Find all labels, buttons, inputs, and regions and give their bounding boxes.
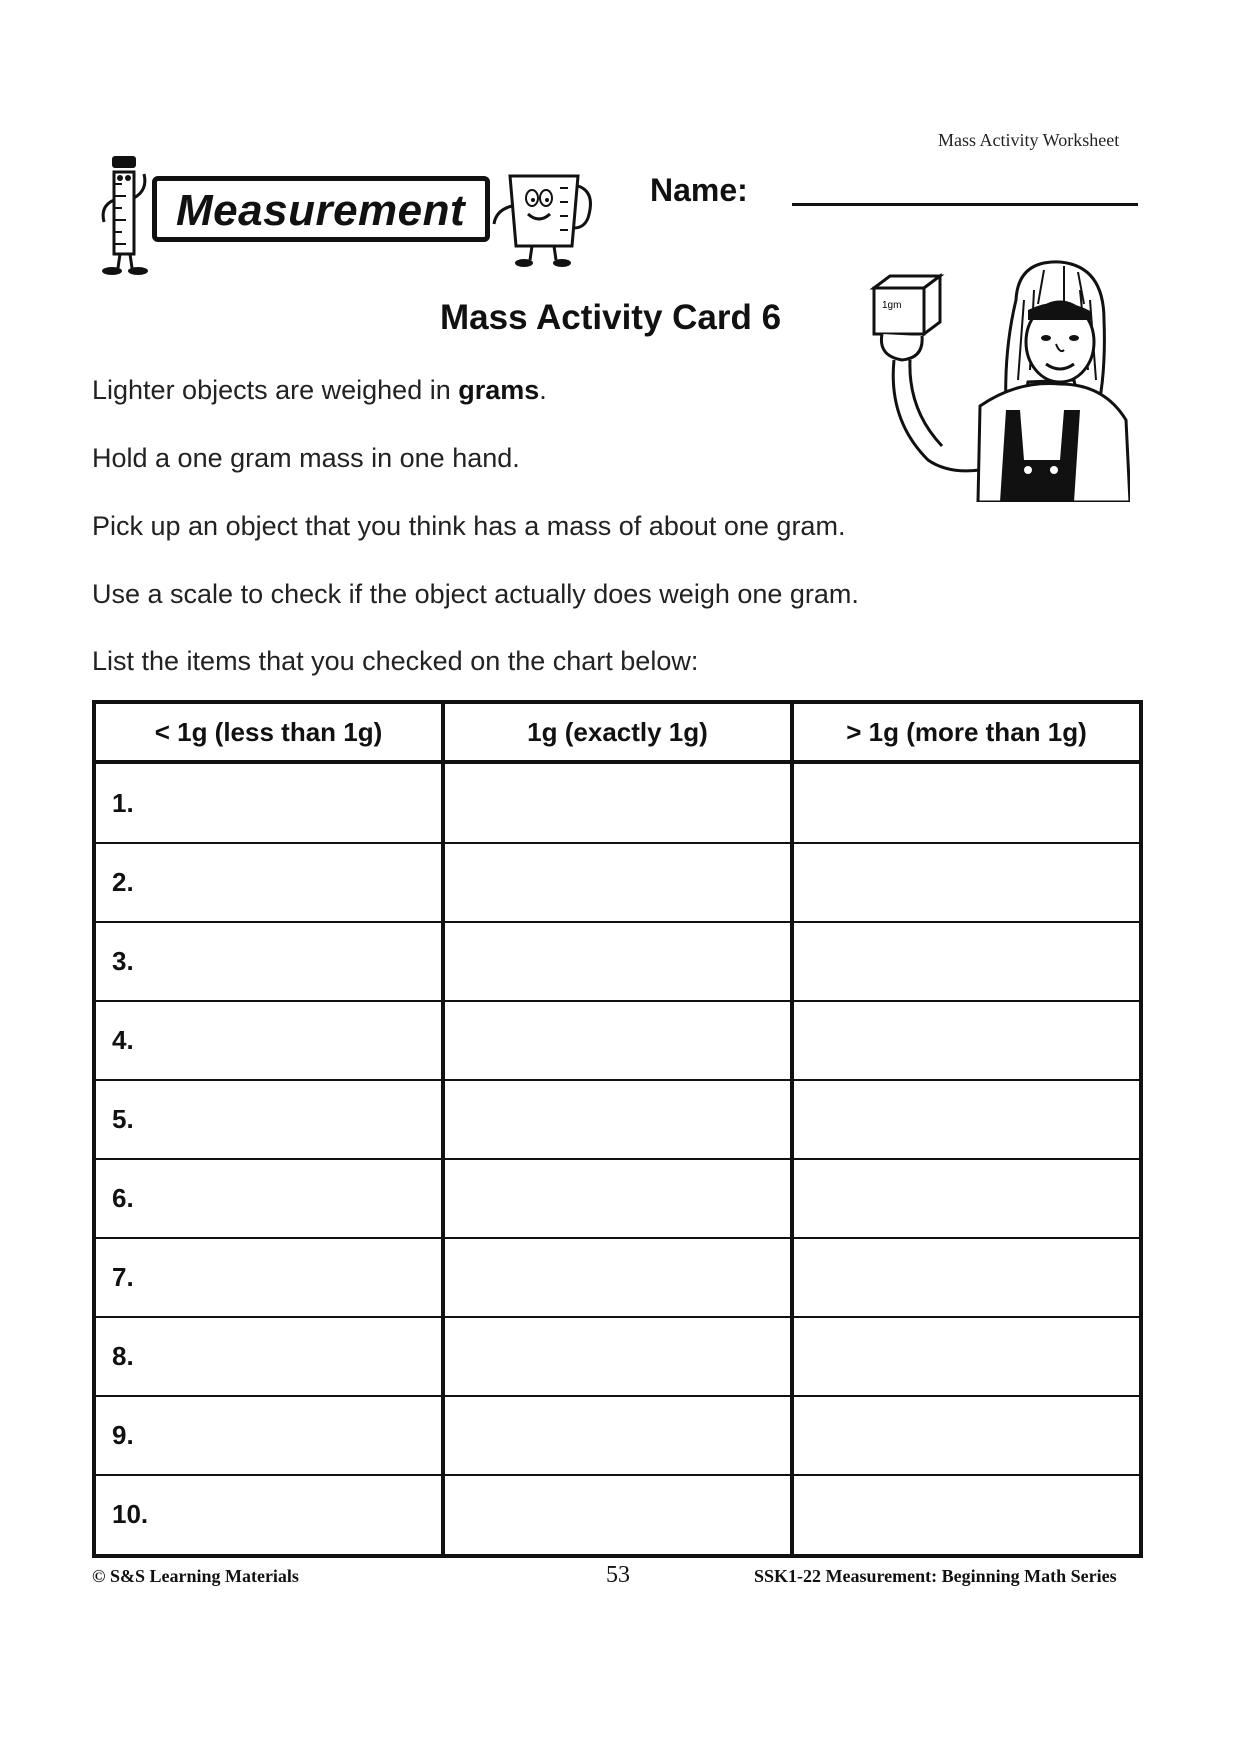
row-number[interactable]: 9.	[94, 1396, 443, 1475]
name-label: Name:	[650, 172, 748, 208]
instruction-line-4: Use a scale to check if the object actually does weigh one gram.	[92, 579, 859, 609]
table-cell[interactable]	[792, 922, 1141, 1001]
table-cell[interactable]	[443, 762, 792, 843]
table-row	[94, 1001, 1141, 1080]
table-cell[interactable]	[443, 1396, 792, 1475]
table-row	[94, 922, 1141, 1001]
row-number[interactable]: 6.	[94, 1159, 443, 1238]
table-row	[94, 1238, 1141, 1317]
row-number[interactable]: 8.	[94, 1317, 443, 1396]
table-cell[interactable]	[443, 1238, 792, 1317]
table-row	[94, 1475, 1141, 1556]
table-cell[interactable]	[792, 1080, 1141, 1159]
card-title: Mass Activity Card 6	[440, 298, 782, 337]
table-row	[94, 1396, 1141, 1475]
row-number[interactable]: 2.	[94, 843, 443, 922]
column-header-exactly: 1g (exactly 1g)	[443, 702, 792, 762]
table-cell[interactable]	[443, 1001, 792, 1080]
instruction-line-2: Hold a one gram mass in one hand.	[92, 443, 520, 473]
row-number[interactable]: 4.	[94, 1001, 443, 1080]
table-cell[interactable]	[443, 922, 792, 1001]
row-number[interactable]: 10.	[94, 1475, 443, 1556]
table-row	[94, 762, 1141, 843]
worksheet-label: Mass Activity Worksheet	[938, 130, 1120, 150]
table-cell[interactable]	[792, 1396, 1141, 1475]
instruction-line-5: List the items that you checked on the chart below:	[92, 646, 699, 676]
instruction-line-3: Pick up an object that you think has a mass of about one gram.	[92, 511, 846, 541]
banner-title: Measurement	[176, 186, 466, 235]
table-row	[94, 1317, 1141, 1396]
table-cell[interactable]	[443, 1475, 792, 1556]
row-number[interactable]: 7.	[94, 1238, 443, 1317]
measuring-cup-mascot-icon	[490, 162, 600, 272]
table-row	[94, 843, 1141, 922]
table-cell[interactable]	[443, 1317, 792, 1396]
instruction-bold-text: grams	[458, 375, 540, 405]
mass-chart-table	[92, 700, 1143, 1558]
footer-series: SSK1-22 Measurement: Beginning Math Series	[754, 1566, 1117, 1586]
table-cell[interactable]	[792, 1317, 1141, 1396]
column-header-less-than: < 1g (less than 1g)	[94, 702, 443, 762]
cube-label: 1gm	[882, 300, 902, 311]
table-header-row	[94, 702, 1141, 762]
table-cell[interactable]	[443, 843, 792, 922]
table-cell[interactable]	[792, 843, 1141, 922]
table-cell[interactable]	[443, 1159, 792, 1238]
column-header-more-than: > 1g (more than 1g)	[792, 702, 1141, 762]
row-number[interactable]: 1.	[94, 762, 443, 843]
table-cell[interactable]	[792, 1001, 1141, 1080]
girl-holding-cube-illustration	[868, 260, 1130, 502]
table-cell[interactable]	[443, 1080, 792, 1159]
name-field[interactable]	[792, 203, 1138, 206]
table-cell[interactable]	[792, 1475, 1141, 1556]
instruction-text: Lighter objects are weighed in	[92, 375, 459, 405]
page-number: 53	[606, 1562, 630, 1588]
table-row	[94, 1159, 1141, 1238]
row-number[interactable]: 5.	[94, 1080, 443, 1159]
table-cell[interactable]	[792, 1238, 1141, 1317]
table-cell[interactable]	[792, 762, 1141, 843]
instruction-text: .	[539, 375, 547, 405]
table-row	[94, 1080, 1141, 1159]
instruction-line-1	[92, 375, 547, 406]
table-cell[interactable]	[792, 1159, 1141, 1238]
footer-copyright: © S&S Learning Materials	[92, 1566, 299, 1586]
row-number[interactable]: 3.	[94, 922, 443, 1001]
